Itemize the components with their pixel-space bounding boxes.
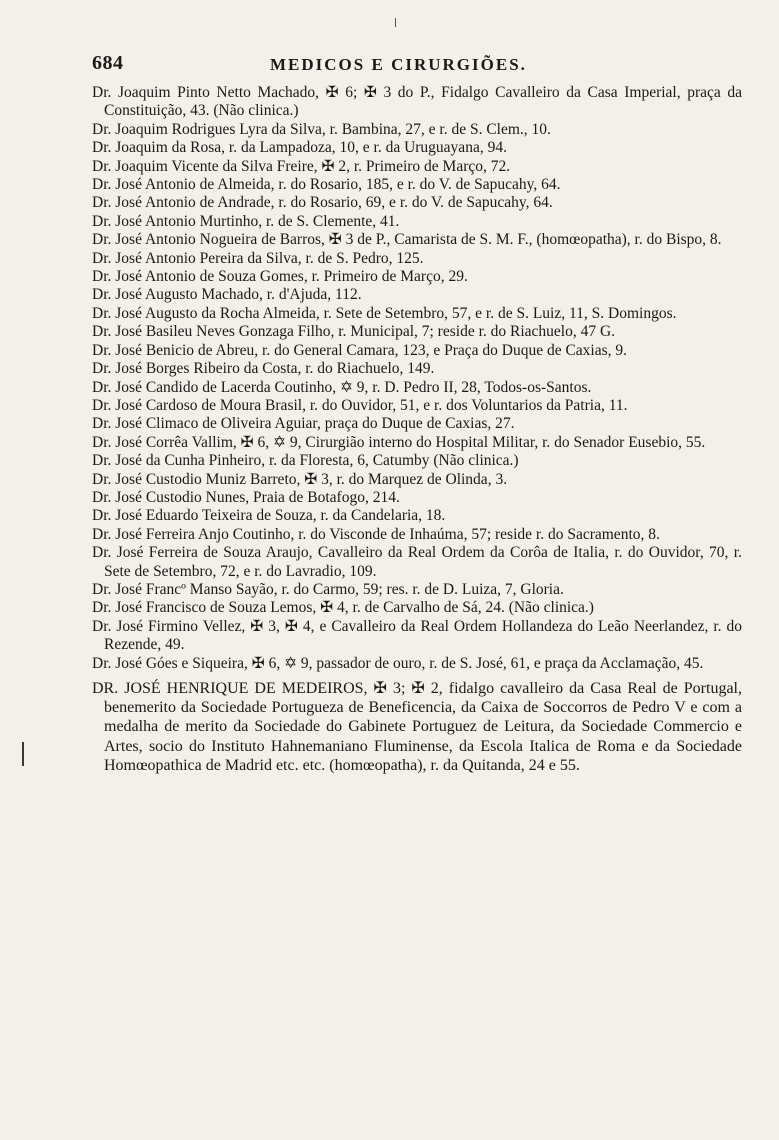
entry: Dr. Joaquim da Rosa, r. da Lampadoza, 10, e r. da Uruguayana, 94. — [92, 139, 507, 157]
entry: Dr. José Augusto da Rocha Almeida, r. Sete de Setembro, 57, e r. de S. Luiz, 11, S. Domingos. — [92, 304, 677, 322]
entry: Dr. José Eduardo Teixeira de Souza, r. da Candelaria, 18. — [92, 507, 446, 525]
entry: Dr. José Cardoso de Moura Brasil, r. do Ouvidor, 51, e r. dos Voluntarios da Patria, 11. — [92, 396, 628, 414]
entry: Dr. José Francisco de Souza Lemos, ✠ 4, r. de Carvalho de Sá, 24. (Não clinica.) — [92, 599, 594, 617]
entry: Dr. José Corrêa Vallim, ✠ 6, ✡ 9, Cirurgião interno do Hospital Militar, r. do Senador Eusebio, 55. — [92, 433, 706, 451]
entry: Dr. José Custodio Muniz Barreto, ✠ 3, r. do Marquez de Olinda, 3. — [92, 470, 508, 488]
entry: Dr. José Firmino Vellez, ✠ 3, ✠ 4, e Cavalleiro da Real Ordem Hollandeza do Leão Neerlandez, r. do Rezende, 49. — [92, 617, 742, 654]
entry: Dr. José Candido de Lacerda Coutinho, ✡ 9, r. D. Pedro II, 28, Todos-os-Santos. — [92, 378, 592, 396]
entry: Dr. José da Cunha Pinheiro, r. da Floresta, 6, Catumby (Não clinica.) — [92, 452, 519, 470]
entry: Dr. José Francº Manso Sayão, r. do Carmo, 59; res. r. de D. Luiza, 7, Gloria. — [92, 580, 564, 598]
entry: Dr. José Antonio Pereira da Silva, r. de S. Pedro, 125. — [92, 249, 424, 267]
entry: Dr. José Antonio de Souza Gomes, r. Primeiro de Março, 29. — [92, 268, 468, 286]
entry: Dr. José Ferreira de Souza Araujo, Cavalleiro da Real Ordem da Corôa de Italia, r. do Ouvidor, 70, r. Sete de Setembro, 72, e r. do Lavradio, 109. — [92, 544, 742, 580]
entry: Dr. José Custodio Nunes, Praia de Botafogo, 214. — [92, 488, 400, 506]
entry-list — [92, 84, 742, 775]
margin-tick — [395, 18, 396, 27]
entry: Dr. Joaquim Rodrigues Lyra da Silva, r. Bambina, 27, e r. de S. Clem., 10. — [92, 120, 551, 138]
entry: Dr. José Augusto Machado, r. d'Ajuda, 112. — [92, 286, 362, 304]
page-number: 684 — [92, 52, 124, 74]
entry: Dr. José Antonio de Andrade, r. do Rosario, 69, e r. do V. de Sapucahy, 64. — [92, 194, 553, 212]
entry: Dr. José Climaco de Oliveira Aguiar, praça do Duque de Caxias, 27. — [92, 415, 515, 433]
running-head: MEDICOS E CIRURGIÕES. — [270, 55, 527, 74]
margin-mark — [22, 742, 24, 766]
entry: Dr. Joaquim Pinto Netto Machado, ✠ 6; ✠ 3 do P., Fidalgo Cavalleiro da Casa Imperial, praça da Constituição, 43. (Não clinica.) — [92, 84, 742, 120]
entry: Dr. José Antonio de Almeida, r. do Rosario, 185, e r. do V. de Sapucahy, 64. — [92, 176, 561, 194]
entry: Dr. José Benicio de Abreu, r. do General Camara, 123, e Praça do Duque de Caxias, 9. — [92, 341, 628, 359]
entry: Dr. José Borges Ribeiro da Costa, r. do Riachuelo, 149. — [92, 360, 435, 378]
entry-featured: DR. JOSÉ HENRIQUE DE MEDEIROS, ✠ 3; ✠ 2, fidalgo cavalleiro da Casa Real de Portugal, benemerito da Sociedade Portugueza de Beneficencia, da Caixa de Soccorros de Pedro V e com a medalha de merito da Sociedade do Gabinete Portuguez de Leitura, da Sociedade Commercio e Artes, socio do Instituto Hahnemaniano Fluminense, da Escola Italica de Roma e da Sociedade Homœopathica de Madrid etc. etc. (homœopatha), r. da Quitanda, 24 e 55. — [92, 680, 742, 774]
page-header — [92, 52, 752, 82]
entry: Dr. José Góes e Siqueira, ✠ 6, ✡ 9, passador de ouro, r. de S. José, 61, e praça da Acclamação, 45. — [92, 654, 704, 672]
entry: Dr. José Basileu Neves Gonzaga Filho, r. Municipal, 7; reside r. do Riachuelo, 47 G. — [92, 323, 616, 341]
entry: Dr. José Antonio Murtinho, r. de S. Clemente, 41. — [92, 212, 400, 230]
entry: Dr. Joaquim Vicente da Silva Freire, ✠ 2, r. Primeiro de Março, 72. — [92, 157, 511, 175]
entry: Dr. José Ferreira Anjo Coutinho, r. do Visconde de Inhaúma, 57; reside r. do Sacramento, 8. — [92, 525, 660, 543]
entry: Dr. José Antonio Nogueira de Barros, ✠ 3 de P., Camarista de S. M. F., (homœopatha), r. do Bispo, 8. — [92, 231, 722, 249]
